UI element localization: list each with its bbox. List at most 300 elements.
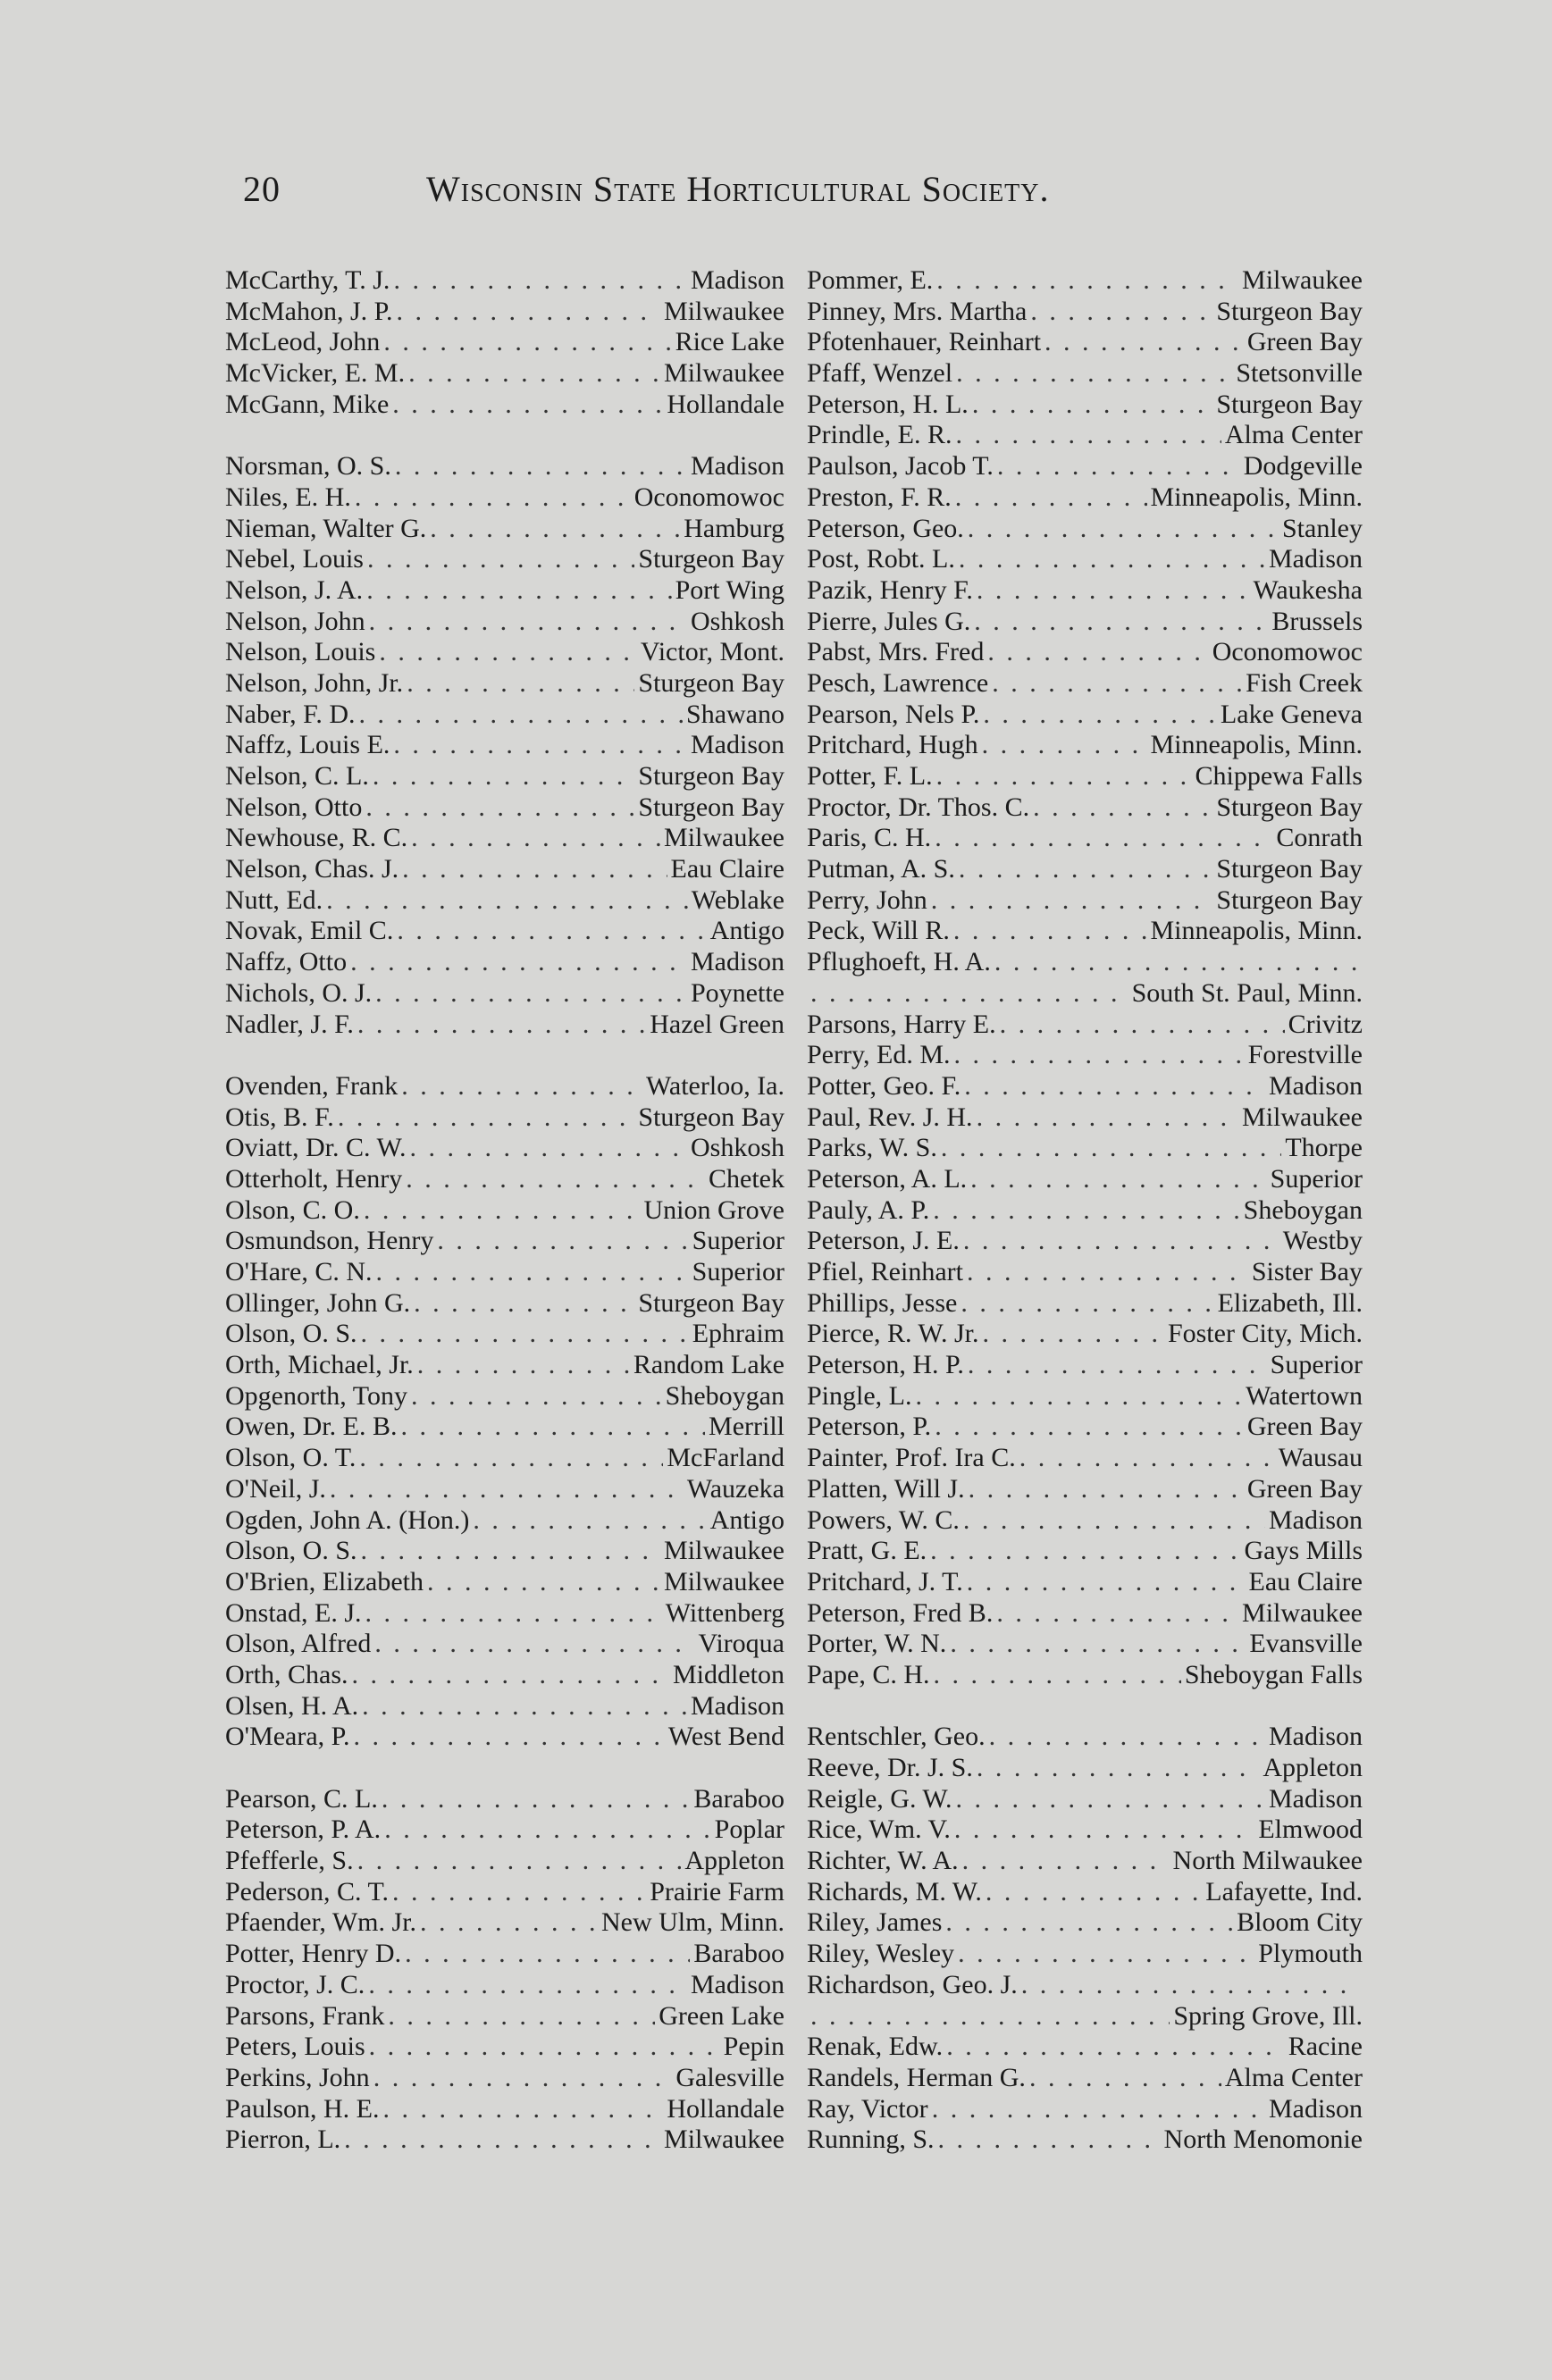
member-place: Minneapolis, Minn. xyxy=(1150,730,1363,760)
member-name: Pape, C. H. xyxy=(807,1659,930,1689)
member-name: Pritchard, Hugh xyxy=(807,730,978,760)
member-name: Ollinger, John G. xyxy=(225,1287,411,1318)
dot-leader xyxy=(369,607,687,638)
member-place: Poynette xyxy=(691,977,784,1008)
dot-leader xyxy=(968,514,1279,545)
member-place: Baraboo xyxy=(693,1939,784,1969)
dot-leader xyxy=(397,916,706,947)
dot-leader xyxy=(420,1907,598,1939)
member-name: Preston, F. R. xyxy=(807,482,952,512)
member-place: Spring Grove, Ill. xyxy=(1173,2000,1363,2031)
dot-leader xyxy=(359,1443,663,1474)
dot-leader xyxy=(393,730,687,761)
member-name: Nelson, John, Jr. xyxy=(225,667,404,698)
member-name: Pierce, R. W. Jr. xyxy=(807,1319,979,1349)
member-entry xyxy=(225,1567,784,1598)
dot-leader xyxy=(958,1939,1254,1970)
member-entry xyxy=(225,1412,784,1443)
member-entry xyxy=(225,1071,784,1102)
member-entry xyxy=(225,978,784,1010)
member-name: Reeve, Dr. J. S. xyxy=(807,1753,973,1782)
member-name: Peterson, H. P. xyxy=(807,1350,964,1380)
member-place: Pepin xyxy=(723,2032,784,2062)
member-name: O'Hare, C. N. xyxy=(225,1257,373,1286)
member-entry xyxy=(807,1877,1363,1908)
member-entry xyxy=(225,854,784,885)
dot-leader xyxy=(411,823,660,854)
dot-leader xyxy=(961,1288,1213,1320)
member-place: Thorpe xyxy=(1285,1133,1363,1163)
member-name: Olson, O. S. xyxy=(225,1536,357,1566)
member-entry xyxy=(225,668,784,700)
member-place: Superior xyxy=(692,1257,784,1286)
member-place: Bloom City xyxy=(1237,1907,1363,1938)
member-entry xyxy=(807,761,1363,792)
member-entry xyxy=(225,1164,784,1195)
member-entry xyxy=(225,1010,784,1041)
member-entry xyxy=(225,1133,784,1164)
page-header xyxy=(243,168,1190,222)
member-name: McGann, Mike xyxy=(225,389,390,419)
member-entry xyxy=(807,2001,1363,2032)
member-entry xyxy=(807,1164,1363,1195)
dot-leader xyxy=(953,916,1147,947)
member-entry xyxy=(807,607,1363,638)
member-entry xyxy=(225,327,784,358)
dot-leader xyxy=(935,823,1272,854)
member-place: Madison xyxy=(691,947,784,977)
dot-leader xyxy=(969,1474,1244,1505)
member-name: Pazik, Henry F. xyxy=(807,574,973,605)
member-entry xyxy=(225,297,784,328)
member-place: Sturgeon Bay xyxy=(638,1287,784,1318)
member-name: Peterson, Geo. xyxy=(807,513,964,543)
dot-leader xyxy=(361,1319,689,1350)
member-place: North Milwaukee xyxy=(1172,1846,1363,1876)
member-entry xyxy=(807,1102,1363,1134)
member-entry xyxy=(807,1660,1363,1691)
member-name: Reigle, G. W. xyxy=(807,1783,952,1814)
dot-leader xyxy=(326,885,688,917)
dot-leader xyxy=(401,1071,642,1102)
member-name: Phillips, Jesse xyxy=(807,1287,958,1318)
member-entry xyxy=(225,1970,784,2001)
dot-leader xyxy=(977,1753,1260,1784)
member-place: Chetek xyxy=(709,1163,784,1194)
member-entry xyxy=(225,1722,784,1753)
member-place: Sheboygan xyxy=(665,1380,784,1411)
dot-leader xyxy=(964,1071,1265,1102)
member-entry xyxy=(807,947,1363,978)
member-entry xyxy=(807,575,1363,607)
member-entry xyxy=(807,1257,1363,1288)
member-place: Lake Geneva xyxy=(1220,699,1363,729)
dot-leader xyxy=(954,1814,1254,1846)
member-name: Nieman, Walter G. xyxy=(225,513,427,543)
member-place: Superior xyxy=(692,1226,784,1256)
dot-leader xyxy=(974,607,1268,638)
dot-leader xyxy=(354,1722,665,1753)
dot-leader xyxy=(987,637,1208,668)
member-entry xyxy=(807,885,1363,917)
member-name: Owen, Dr. E. B. xyxy=(225,1412,398,1442)
member-entry xyxy=(225,1288,784,1320)
member-place: South St. Paul, Minn. xyxy=(1131,977,1363,1008)
running-head: Wisconsin State Horticultural Society. xyxy=(426,169,1050,209)
member-name: Parsons, Frank xyxy=(225,2000,385,2031)
dot-leader xyxy=(963,1505,1265,1537)
dot-leader xyxy=(388,2001,655,2032)
member-entry xyxy=(807,668,1363,700)
dot-leader xyxy=(1019,1443,1275,1474)
dot-leader xyxy=(936,265,1238,297)
member-entry xyxy=(807,1412,1363,1443)
member-entry xyxy=(807,265,1363,297)
member-entry xyxy=(225,1939,784,1970)
member-place: Wauzeka xyxy=(686,1473,784,1504)
dot-leader xyxy=(350,947,687,978)
member-place: Alma Center xyxy=(1224,2062,1363,2092)
dot-leader xyxy=(393,265,687,297)
member-entry xyxy=(225,1195,784,1227)
member-name: Prindle, E. R. xyxy=(807,420,952,450)
member-name: Naffz, Otto xyxy=(225,947,348,977)
dot-leader xyxy=(330,1474,684,1505)
member-name: Nutt, Ed. xyxy=(225,884,323,915)
member-name: Olson, O. T. xyxy=(225,1443,357,1473)
member-name: Nadler, J. F. xyxy=(225,1009,354,1039)
member-name: Pinney, Mrs. Martha xyxy=(807,296,1028,326)
dot-leader xyxy=(938,2124,1161,2156)
dot-leader xyxy=(946,2032,1285,2063)
member-entry xyxy=(225,265,784,297)
dot-leader xyxy=(366,575,671,607)
dot-leader xyxy=(375,978,687,1010)
member-name: Proctor, J. C. xyxy=(225,1969,365,1999)
dot-leader xyxy=(373,2063,673,2094)
member-entry xyxy=(225,1505,784,1537)
member-name: Richter, W. A. xyxy=(807,1846,959,1876)
member-place: Appleton xyxy=(684,1846,784,1876)
member-place: Wausau xyxy=(1278,1443,1363,1473)
dot-leader xyxy=(367,544,634,575)
member-place: Ephraim xyxy=(692,1319,784,1349)
member-entry xyxy=(807,1071,1363,1102)
member-place: West Bend xyxy=(667,1722,784,1752)
dot-leader xyxy=(376,1257,689,1288)
dot-leader xyxy=(355,482,631,514)
member-name: Pratt, G. E. xyxy=(807,1536,927,1566)
member-entry xyxy=(807,916,1363,947)
member-place: Racine xyxy=(1288,2032,1363,2062)
member-entry xyxy=(807,1629,1363,1660)
member-entry xyxy=(807,390,1363,421)
member-name: Pfiel, Reinhart xyxy=(807,1257,963,1286)
member-name: Parsons, Harry E. xyxy=(807,1009,996,1039)
member-place: Green Lake xyxy=(659,2000,784,2031)
member-place: Oshkosh xyxy=(690,1133,784,1163)
dot-leader xyxy=(945,1907,1233,1939)
dot-leader xyxy=(383,327,671,358)
member-place: Appleton xyxy=(1263,1753,1363,1782)
section-gap xyxy=(807,1691,1363,1722)
member-place: Random Lake xyxy=(633,1350,784,1380)
member-entry xyxy=(225,1474,784,1505)
member-name: Perry, John xyxy=(807,884,927,915)
member-name: Nelson, Otto xyxy=(225,792,363,822)
member-entry xyxy=(807,1814,1363,1846)
member-name: Proctor, Dr. Thos. C. xyxy=(807,792,1030,822)
member-name: Ovenden, Frank xyxy=(225,1070,398,1101)
dot-leader xyxy=(410,1133,687,1164)
dot-leader xyxy=(352,1660,670,1691)
member-place: Port Wing xyxy=(675,574,784,605)
member-place: Minneapolis, Minn. xyxy=(1150,916,1363,946)
member-place: Galesville xyxy=(675,2062,784,2092)
dot-leader xyxy=(977,575,1250,607)
dot-leader xyxy=(365,1598,662,1630)
member-name: Pierre, Jules G. xyxy=(807,606,971,636)
dot-leader xyxy=(934,1660,1181,1691)
dot-leader xyxy=(374,1629,694,1660)
member-entry xyxy=(807,1939,1363,1970)
member-place: Superior xyxy=(1270,1350,1363,1380)
member-name: Riley, James xyxy=(807,1907,943,1938)
member-place: Madison xyxy=(1269,1722,1363,1752)
member-entry xyxy=(225,2032,784,2063)
member-place: Hollandale xyxy=(667,2093,784,2124)
dot-leader xyxy=(1044,327,1244,358)
member-place: Madison xyxy=(691,265,784,295)
member-name: Painter, Prof. Ira C. xyxy=(807,1443,1016,1473)
member-name: Peters, Louis xyxy=(225,2032,365,2062)
member-name: Putman, A. S. xyxy=(807,854,955,884)
member-entry xyxy=(807,1567,1363,1598)
dot-leader xyxy=(392,390,663,421)
member-place: Milwaukee xyxy=(1242,1102,1363,1132)
member-entry xyxy=(225,1877,784,1908)
member-entry xyxy=(225,792,784,824)
member-name: Pfefferle, S. xyxy=(225,1846,354,1876)
dot-leader xyxy=(962,1846,1170,1877)
member-place: Hamburg xyxy=(684,513,784,543)
dot-leader xyxy=(956,358,1232,390)
member-name: Pfaff, Wenzel xyxy=(807,358,953,389)
member-name: Pierron, L. xyxy=(225,2124,341,2155)
dot-leader xyxy=(1030,297,1212,328)
member-name: Running, S. xyxy=(807,2124,935,2155)
member-entry xyxy=(225,916,784,947)
member-entry xyxy=(807,1226,1363,1257)
member-place: Forestville xyxy=(1247,1040,1363,1070)
dot-leader xyxy=(369,2032,720,2063)
member-entry xyxy=(807,854,1363,885)
member-place: Plymouth xyxy=(1258,1939,1363,1969)
member-name: Peterson, P. A. xyxy=(225,1814,382,1845)
dot-leader xyxy=(407,668,634,700)
member-entry xyxy=(225,1536,784,1567)
member-place: Sturgeon Bay xyxy=(1216,296,1363,326)
member-place: Sheboygan Falls xyxy=(1184,1659,1363,1689)
member-entry xyxy=(225,358,784,390)
member-name: Otterholt, Henry xyxy=(225,1163,403,1194)
member-place: Madison xyxy=(1269,1070,1363,1101)
member-entry xyxy=(807,1350,1363,1381)
member-name: Pflughoeft, H. A. xyxy=(807,947,991,977)
member-place: Waukesha xyxy=(1253,574,1363,605)
member-entry xyxy=(225,885,784,917)
dot-leader xyxy=(379,637,637,668)
member-place: McFarland xyxy=(667,1443,784,1473)
member-name: Newhouse, R. C. xyxy=(225,823,408,853)
member-name: O'Meara, P. xyxy=(225,1722,350,1752)
member-entry xyxy=(807,2094,1363,2125)
member-entry xyxy=(225,1814,784,1846)
dot-leader xyxy=(368,1970,687,2001)
member-entry xyxy=(225,1598,784,1630)
dot-leader xyxy=(983,1319,1164,1350)
member-name: Opgenorth, Tony xyxy=(225,1380,407,1411)
dot-leader xyxy=(933,1195,1239,1227)
member-name: Rice, Wm. V. xyxy=(807,1814,951,1845)
dot-leader xyxy=(956,420,1221,451)
member-name: Nelson, John xyxy=(225,606,365,636)
member-place: Green Bay xyxy=(1246,327,1363,357)
dot-leader xyxy=(967,1257,1248,1288)
right-column xyxy=(807,265,1363,2156)
member-name: Orth, Michael, Jr. xyxy=(225,1350,414,1380)
dot-leader xyxy=(955,482,1147,514)
member-entry xyxy=(807,1443,1363,1474)
dot-leader xyxy=(357,1010,646,1041)
member-entry xyxy=(225,2124,784,2156)
member-place: Brussels xyxy=(1271,606,1363,636)
member-entry xyxy=(807,1846,1363,1877)
member-place: Hazel Green xyxy=(650,1009,784,1039)
member-entry xyxy=(225,482,784,514)
member-name: Porter, W. N. xyxy=(807,1629,947,1659)
member-name: Richardson, Geo. J. xyxy=(807,1969,1018,1999)
member-place: Milwaukee xyxy=(664,358,784,389)
dot-leader xyxy=(1029,2063,1221,2094)
member-entry xyxy=(807,2032,1363,2063)
member-place: Eau Claire xyxy=(1248,1566,1363,1596)
member-entry xyxy=(807,792,1363,824)
member-place: Sturgeon Bay xyxy=(638,761,784,791)
member-place: Milwaukee xyxy=(1242,265,1363,295)
dot-leader xyxy=(932,2094,1265,2125)
member-entry xyxy=(807,1907,1363,1939)
member-name: Pearson, C. L. xyxy=(225,1783,378,1814)
member-entry xyxy=(225,730,784,761)
member-place: Westby xyxy=(1282,1226,1363,1256)
member-place: Poplar xyxy=(714,1814,784,1845)
member-place: Madison xyxy=(1269,1783,1363,1814)
member-name: Oviatt, Dr. C. W. xyxy=(225,1133,407,1163)
dot-leader xyxy=(362,1691,687,1722)
member-place: Prairie Farm xyxy=(650,1876,784,1907)
member-entry xyxy=(807,1598,1363,1630)
dot-leader xyxy=(364,1195,641,1227)
member-entry xyxy=(807,482,1363,514)
member-place: Madison xyxy=(1269,544,1363,574)
member-place: Sturgeon Bay xyxy=(1216,884,1363,915)
member-entry xyxy=(225,947,784,978)
member-entry xyxy=(225,1443,784,1474)
dot-leader xyxy=(365,792,634,824)
member-place: Viroqua xyxy=(698,1629,784,1659)
member-entry xyxy=(225,637,784,668)
member-name: Osmundson, Henry xyxy=(225,1226,434,1256)
member-name: Olson, C. O. xyxy=(225,1194,360,1225)
member-name: Olsen, H. A. xyxy=(225,1690,359,1721)
member-place: Sturgeon Bay xyxy=(638,667,784,698)
member-place: Madison xyxy=(1269,1504,1363,1535)
dot-leader xyxy=(473,1505,706,1537)
member-place: Superior xyxy=(1270,1163,1363,1194)
member-place: Eau Claire xyxy=(670,854,784,884)
dot-leader xyxy=(989,1722,1265,1753)
member-entry xyxy=(807,451,1363,482)
member-entry xyxy=(225,1102,784,1134)
member-place: Madison xyxy=(691,1969,784,1999)
member-entry xyxy=(807,358,1363,390)
member-name: Nelson, Chas. J. xyxy=(225,854,399,884)
member-name: Richards, M. W. xyxy=(807,1876,982,1907)
dot-leader xyxy=(916,1381,1243,1412)
member-name: Potter, Henry D. xyxy=(225,1939,402,1969)
member-name: Ray, Victor xyxy=(807,2093,928,2124)
member-entry xyxy=(225,607,784,638)
member-name: O'Brien, Elizabeth xyxy=(225,1566,424,1596)
member-place: Sturgeon Bay xyxy=(1216,389,1363,419)
member-place: Weblake xyxy=(691,884,784,915)
member-place: Sturgeon Bay xyxy=(638,792,784,822)
member-name: Parks, W. S. xyxy=(807,1133,937,1163)
dot-leader xyxy=(408,358,660,390)
member-place: Sturgeon Bay xyxy=(1216,854,1363,884)
member-entry xyxy=(225,2094,784,2125)
dot-leader xyxy=(397,297,661,328)
member-name: McCarthy, T. J. xyxy=(225,265,390,295)
member-entry xyxy=(807,1288,1363,1320)
member-entry xyxy=(807,1474,1363,1505)
member-name: Post, Robt. L. xyxy=(807,544,955,574)
member-place: Stetsonville xyxy=(1236,358,1363,389)
member-name: Onstad, E. J. xyxy=(225,1597,362,1628)
dot-leader xyxy=(959,544,1265,575)
member-name: O'Neil, J. xyxy=(225,1473,326,1504)
member-place: Victor, Mont. xyxy=(640,637,784,667)
member-name: McLeod, John xyxy=(225,327,381,357)
dot-leader xyxy=(384,1814,710,1846)
dot-leader xyxy=(406,1164,705,1195)
member-name: McVicker, E. M. xyxy=(225,358,406,389)
left-column xyxy=(225,265,784,2156)
member-entry xyxy=(807,978,1363,1010)
member-entry xyxy=(225,390,784,421)
dot-leader xyxy=(970,1164,1267,1195)
member-name: Potter, Geo. F. xyxy=(807,1070,961,1101)
member-name: Nelson, C. L. xyxy=(225,761,369,791)
member-entry xyxy=(807,1040,1363,1071)
member-place: Lafayette, Ind. xyxy=(1205,1876,1363,1907)
member-place: Hollandale xyxy=(667,389,784,419)
member-place: Antigo xyxy=(709,1504,784,1535)
member-place: Oconomowoc xyxy=(633,482,784,512)
member-name: Rentschler, Geo. xyxy=(807,1722,986,1752)
member-place: Stanley xyxy=(1282,513,1363,543)
